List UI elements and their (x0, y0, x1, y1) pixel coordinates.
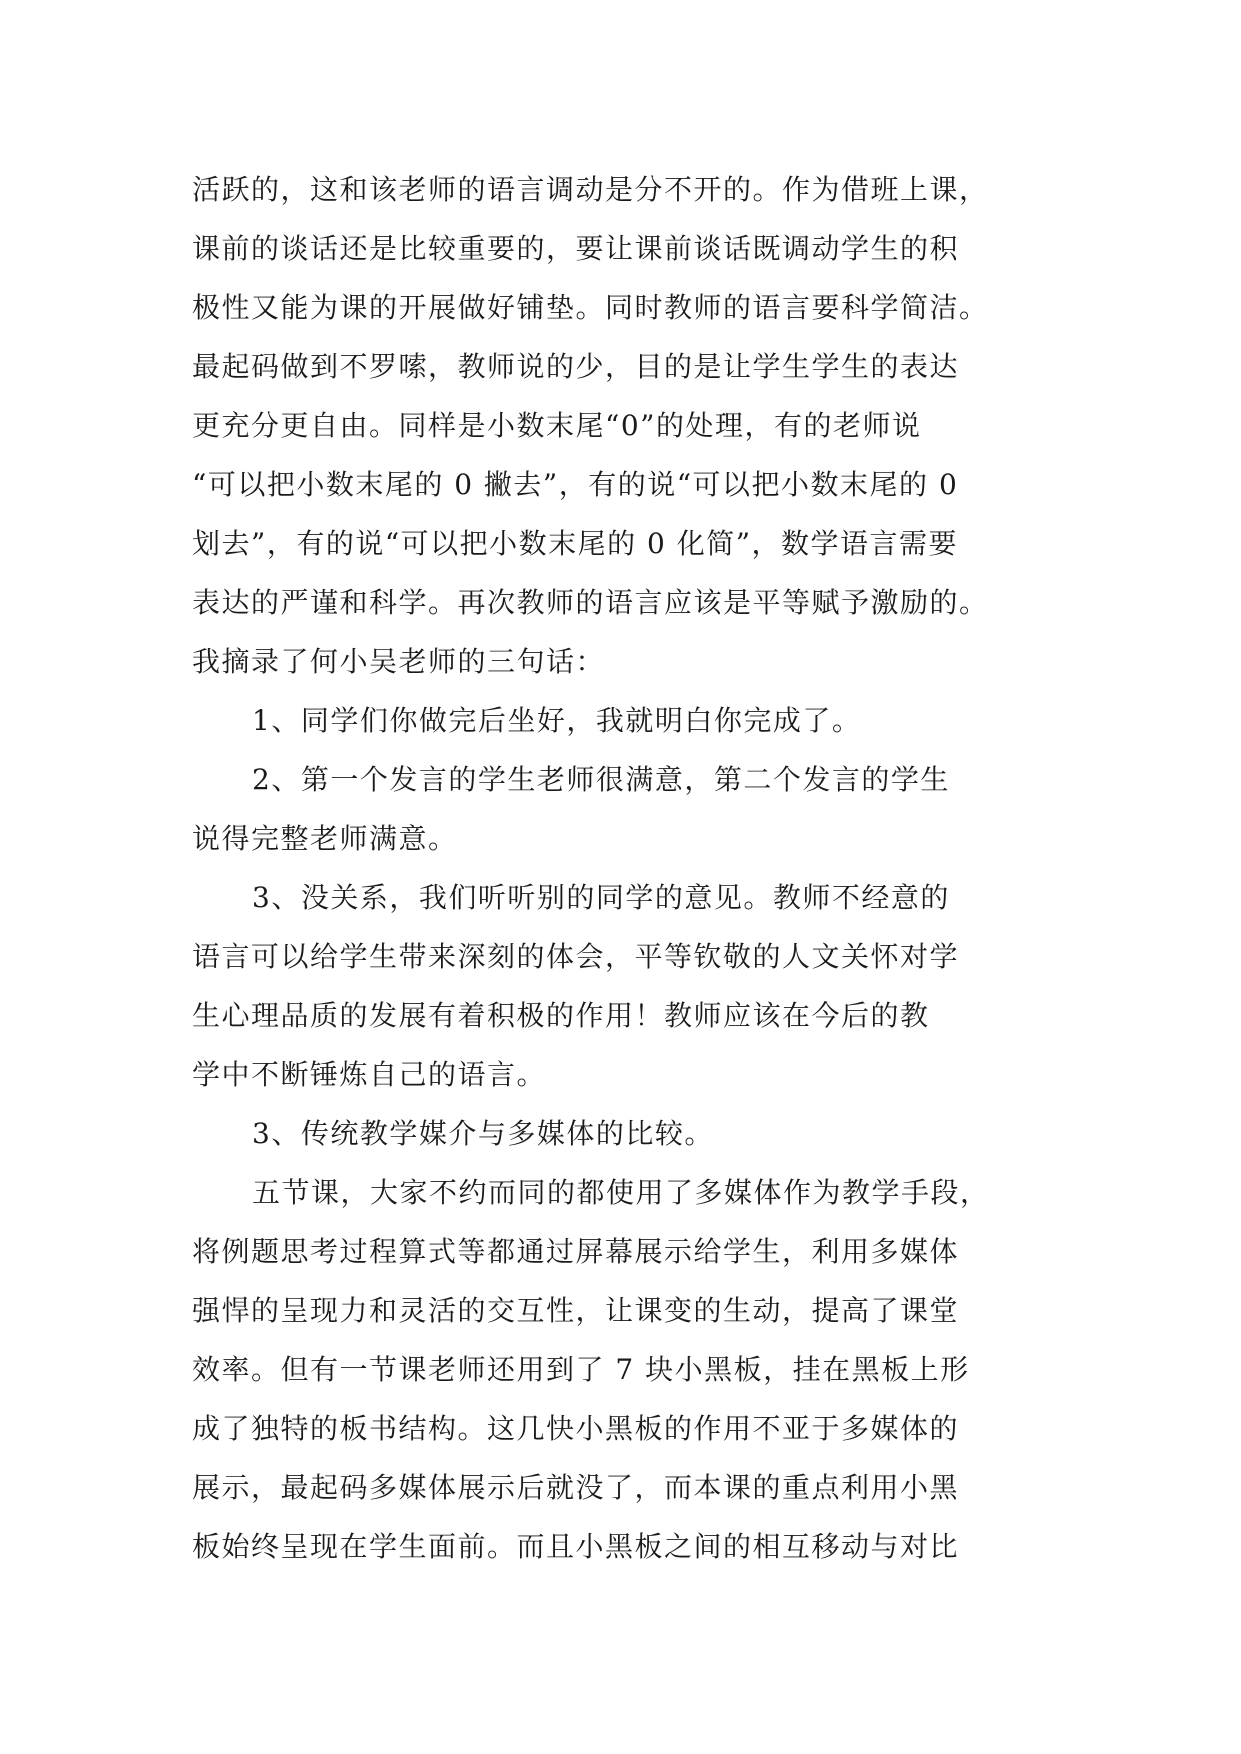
text-line: 效率。但有一节课老师还用到了 7 块小黑板，挂在黑板上形 (192, 1353, 970, 1386)
text-line: 成了独特的板书结构。这几快小黑板的作用不亚于多媒体的 (192, 1412, 960, 1445)
text-line: 极性又能为课的开展做好铺垫。同时教师的语言要科学简洁。 (192, 291, 989, 324)
text-line: 学中不断锤炼自己的语言。 (192, 1058, 547, 1091)
text-line: 展示，最起码多媒体展示后就没了，而本课的重点利用小黑 (192, 1471, 960, 1504)
paragraph-start: 五节课，大家不约而同的都使用了多媒体作为教学手段， (252, 1176, 990, 1209)
list-item-1: 1、同学们你做完后坐好，我就明白你完成了。 (252, 704, 862, 737)
text-line: 更充分更自由。同样是小数末尾“0”的处理，有的老师说 (192, 409, 922, 442)
text-line: 说得完整老师满意。 (192, 822, 458, 855)
document-body (192, 160, 1062, 1576)
text-line: 语言可以给学生带来深刻的体会，平等钦敬的人文关怀对学 (192, 940, 960, 973)
list-item-2: 2、第一个发言的学生老师很满意，第二个发言的学生 (252, 763, 950, 796)
text-line: 将例题思考过程算式等都通过屏幕展示给学生，利用多媒体 (192, 1235, 960, 1268)
text-line: 最起码做到不罗嗦，教师说的少，目的是让学生学生的表达 (192, 350, 960, 383)
text-line: 生心理品质的发展有着积极的作用！教师应该在今后的教 (192, 999, 930, 1032)
list-item-3: 3、没关系，我们听听别的同学的意见。教师不经意的 (252, 881, 950, 914)
text-line: 课前的谈话还是比较重要的，要让课前谈话既调动学生的积 (192, 232, 960, 265)
text-line: 我摘录了何小吴老师的三句话： (192, 645, 606, 678)
text-line: “可以把小数末尾的 0 撇去”，有的说“可以把小数末尾的 0 (192, 468, 959, 501)
text-line: 板始终呈现在学生面前。而且小黑板之间的相互移动与对比 (192, 1530, 960, 1563)
text-line: 划去”，有的说“可以把小数末尾的 0 化简”，数学语言需要 (192, 527, 959, 560)
text-line: 活跃的，这和该老师的语言调动是分不开的。作为借班上课， (192, 173, 989, 206)
text-line: 强悍的呈现力和灵活的交互性，让课变的生动，提高了课堂 (192, 1294, 960, 1327)
text-line: 表达的严谨和科学。再次教师的语言应该是平等赋予激励的。 (192, 586, 989, 619)
section-heading: 3、传统教学媒介与多媒体的比较。 (252, 1117, 714, 1150)
